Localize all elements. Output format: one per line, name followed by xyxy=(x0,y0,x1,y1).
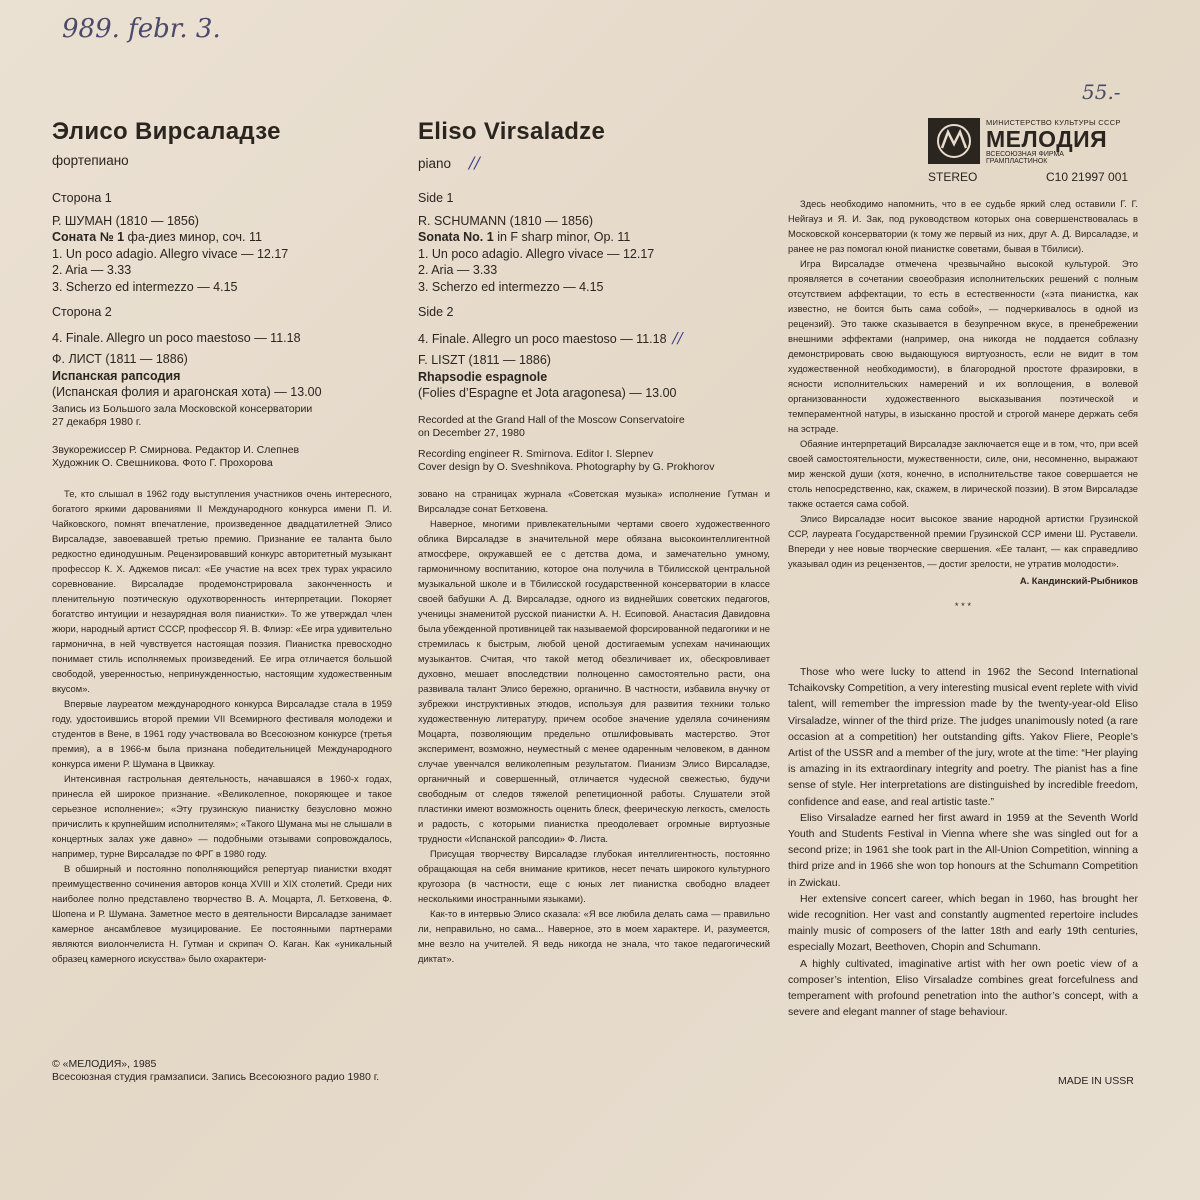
track-en-2: 2. Aria — 3.33 xyxy=(418,263,498,277)
essay-paragraph: Игра Вирсаладзе отмечена чрезвычайно высокой культурой. Это проявляется в сочетании своеобразия исполнительских решений с полным отсутствием аффектации, то есть в естественности («эта пианистка, как известно, не боится быть сама собой», — подчеркивалось в одной из рецензий). Это также сказывается в безупречном вкусе, в пренебрежении внешними эффектами (например, она никогда не поддается соблазну демонстрировать свою выдающуюся виртуозность, если не видит в том художественной необходимости), в благородной простоте фразировки, в ясности исполнительских намерений и их воплощения, в волевой организованности художественного высказывания поэтической и темпераментной натуры, в изысканно простой и строгой манере держать себя на эстраде. xyxy=(788,258,1138,434)
track-en-4-text: 4. Finale. Allegro un poco maestoso — 11.18 xyxy=(418,331,667,346)
work1-key-en: in F sharp minor, Op. 11 xyxy=(493,230,631,244)
side2-en: Side 2 xyxy=(418,305,454,319)
pen-mark: // xyxy=(469,153,480,172)
firm-text: ВСЕСОЮЗНАЯ ФИРМА ГРАМПЛАСТИНОК xyxy=(986,151,1064,165)
recording-info-en xyxy=(418,414,778,440)
essay-paragraph: Элисо Вирсаладзе носит высокое звание народной артистки Грузинской ССР, лауреата Государственной премии Грузинской ССР имени Ш. Руставели. Впереди у нее новые творческие свершения. «Ее талант, — как справедливо указывал один из рецензентов, — достиг зрелости, не утратив молодости». xyxy=(788,513,1138,569)
russian-header xyxy=(52,118,392,168)
essay-paragraph: Здесь необходимо напомнить, что в ее судьбе яркий след оставили Г. Г. Нейгауз и Я. И. Зак, под руководством которых она совершенствовалась в Московской консерватории (к тому же первый из них, друг А. Д. Вирсаладзе, и ранее не раз помогал юной пианистке советами, бывая в Тбилиси). xyxy=(788,198,1138,254)
essay-paragraph: Обаяние интерпретаций Вирсаладзе заключается еще и в том, что, при всей своей самостоятельности, мужественности, силе, они, несомненно, выражают мир женской души (хотя, конечно, в исполнительстве такое совершается не столь непосредственно, как, скажем, в лирической поэзии). В этом Вирсаладзе также остается сама собой. xyxy=(788,438,1138,509)
footer-left xyxy=(52,1058,652,1084)
essay-column-1 xyxy=(52,486,392,966)
handwritten-price: 55.- xyxy=(1082,80,1121,104)
work2-title-en: Rhapsodie espagnole xyxy=(418,369,548,384)
melodiya-emblem-icon xyxy=(928,118,980,164)
work1-key-ru: фа-диез минор, соч. 11 xyxy=(124,230,262,244)
essay-paragraph: В обширный и постоянно пополняющийся репертуар пианистки входят преимущественно сочинения авторов конца XVIII и XIX столетий. Среди них наиболее полно представлено творчество В. А. Моцарта, Л. Бетховена, Ф. Шопена и Р. Шумана. Заметное место в деятельности Вирсаладзе занимает камерное ансамблевое музицирование. Ее постоянными партнерами являются виолончелиста Н. Гутман и скрипач О. Каган. Как «уникальный образец камерного искусства» было охарактери- xyxy=(52,863,392,964)
work1-title-ru: Соната № 1 xyxy=(52,230,125,244)
handwritten-note: 989. febr. 3. xyxy=(62,14,221,44)
credits-en xyxy=(418,448,778,474)
copyright: © «МЕЛОДИЯ», 1985 xyxy=(52,1058,157,1070)
studio-info: Всесоюзная студия грамзаписи. Запись Всесоюзного радио 1980 г. xyxy=(52,1071,380,1083)
brand-text: МЕЛОДИЯ xyxy=(986,126,1108,152)
section-divider: * * * xyxy=(954,600,972,611)
catalog-number: С10 21997 001 xyxy=(1046,170,1129,184)
track-en-1: 1. Un poco adagio. Allegro vivace — 12.17 xyxy=(418,246,655,261)
credits-en-line1: Recording engineer R. Smirnova. Editor I. Slepnev xyxy=(418,448,654,460)
credits-ru xyxy=(52,444,392,470)
recording-place-ru: Запись из Большого зала Московской консерватории xyxy=(52,403,313,415)
essay-column-3 xyxy=(788,196,1138,619)
english-paragraph: Her extensive concert career, which began in 1960, has brought her wide recognition. Her vast and constantly augmented repertoire includes mainly music of composers of the latter 18th and early 19th centuries, especially Mozart, Beethoven, Chopin and Schumann. xyxy=(788,892,1138,954)
credits-ru-line1: Звукорежиссер Р. Смирнова. Редактор И. Слепнев xyxy=(52,444,300,456)
essay-paragraph: Наверное, многими привлекательными чертами своего художественного облика Вирсаладзе в значительной мере обязана высокоинтеллигентной атмосфере, окружавшей ее с детства дома, и замечательно умному, гармоничному воспитанию, которое она получила в Тбилисской центральной музыкальной школе и в Тбилисской государственной консерватории в классе своей бабушки А. Д. Вирсаладзе, одного из виднейших советских педагогов, ученицы знаменитой русской пианистки А. Н. Есиповой. Анастасия Давидовна была убежденной противницей так называемой форсированной педагогики и не стремилась к быстрым, любой ценой достигаемым успехам начинающих музыкантов. Считая, что такой метод обезличивает их, обескровливает духовно, мешает впоследствии полноценно самостоятельно расти, она развивала талант Элисо бережно, органично. В частности, избавила внучку от зубрежки инструктивных этюдов, используя для развития техники только художественную литературу, причем особое значение уделяла сочинениям Моцарта, позволяющим предельно отшлифовывать мастерство. Этот эксперимент, возможно, неуместный с менее одаренным человеком, в данном случае увенчался великолепным результатом. Пианизм Элисо Вирсаладзе, органичный и совершенный, отличается чудесной свежестью, будучи свободным от следов тяжелой репетиционной работы. Слушатели этой пластинки имеют возможность оценить блеск, феерическую легкость, смелость и радость, с которыми пианистка преодолевает огромные виртуозные трудности «Испанской рапсодии» Ф. Листа. xyxy=(418,518,770,844)
essay-paragraph: зовано на страницах журнала «Советская музыка» исполнение Гутман и Вирсаладзе сонат Бетховена. xyxy=(418,488,770,514)
recording-date-en: on December 27, 1980 xyxy=(418,427,525,439)
composer1-ru: Р. ШУМАН (1810 — 1856) xyxy=(52,213,199,228)
essay-column-2 xyxy=(418,486,770,966)
work2-sub-en: (Folies d’Espagne et Jota aragonesa) — 13.00 xyxy=(418,386,677,400)
english-paragraph: Eliso Virsaladze earned her first award in 1959 at the Seventh World Youth and Students Festival in Vienna where she was singled out for a second prize; in 1961 she took part in the All-Union Competition, winning a third prize and in 1966 she won top honours at the Schumann Competition in Zwickau. xyxy=(788,811,1138,889)
ministry-text: МИНИСТЕРСТВО КУЛЬТУРЫ СССР xyxy=(986,118,1121,127)
essay-paragraph: Впервые лауреатом международного конкурса Вирсаладзе стала в 1959 году, удостоившись второй премии VII Всемирного фестиваля молодежи и студентов в Вене, в 1961 году участвовала во Всесоюзном конкурсе (третья премия), а в 1966-м была признана победительницей Международного конкурса имени Р. Шумана в Цвиккау. xyxy=(52,698,392,769)
english-essay xyxy=(788,664,1138,1020)
work2-title-ru: Испанская рапсодия xyxy=(52,368,181,383)
melodiya-wordmark xyxy=(986,118,1124,165)
track-ru-4: 4. Finale. Allegro un poco maestoso — 11.18 xyxy=(52,330,301,345)
side1-ru: Сторона 1 xyxy=(52,191,112,205)
melodiya-logo xyxy=(928,118,1124,164)
track-en-4 xyxy=(418,330,778,348)
tracklist-ru xyxy=(52,190,402,401)
stereo-label: STEREO xyxy=(928,170,978,184)
made-in-label: MADE IN USSR xyxy=(1058,1075,1134,1087)
side2-ru: Сторона 2 xyxy=(52,305,112,319)
track-ru-1: 1. Un poco adagio. Allegro vivace — 12.17 xyxy=(52,246,289,261)
credits-en-line2: Cover design by O. Sveshnikova. Photography by G. Prokhorov xyxy=(418,461,715,473)
composer2-en: F. LISZT (1811 — 1886) xyxy=(418,353,551,367)
essay-author: А. Кандинский-Рыбников xyxy=(1019,575,1138,586)
pen-mark: // xyxy=(672,328,683,347)
essay-paragraph: Те, кто слышал в 1962 году выступления участников очень интересного, богатого яркими дарованиями II Международного конкурса имени П. И. Чайковского, помнят впечатление, произведенное двадцатилетней Элисо Вирсаладзе, завоевавшей третью премию. Признание ее таланта было редкостно единодушным. Рецензировавший конкурс авторитетный музыкант профессор К. Х. Аджемов писал: «Ее участие на всех трех турах украсило соревнование. Вирсаладзе продемонстрировала законченность и пленительную поэтическую одухотворенность интерпретации. Покоряет богатство интуиции и незаурядная воля пианистки». То же утверждал член жюри, народный артист СССР, профессор Я. В. Флиэр: «Ее игра удивительно гармонична, в ней чувствуется настоящая поэзия. Пианистка превосходно понимает стиль исполняемых произведений. Ее игра отличается большой свободой, уверенностью, непринужденностью, настоящим художественным вкусом». xyxy=(52,488,392,694)
instrument-en-text: piano xyxy=(418,156,452,171)
credits-ru-line2: Художник О. Свешникова. Фото Г. Прохорова xyxy=(52,457,273,469)
essay-paragraph: Как-то в интервью Элисо сказала: «Я все любила делать сама — правильно ли, неправильно, но сама... Наверное, это в моем характере. И, разумеется, мне везло на учителей. Я ведь никогда не знала, что такое педагогический диктат». xyxy=(418,908,770,964)
work1-ru xyxy=(52,229,402,246)
english-paragraph: Those who were lucky to attend in 1962 the Second International Tchaikovsky Competition, a very interesting musical event replete with vivid talent, will remember the impression made by the twenty-year-old Eliso Virsaladze, winner of the third prize. The judges unanimously noted (a rare occasion at a competition) her outstanding gifts. Yakov Fliere, People’s Artist of the USSR and a member of the jury, wrote at the time: “Her playing is amazing in its extraordinary integrity and poetry. The pianist has a fine sense of style. Her interpretations are distinguished by incredible freedom, confidence and ease, and real artistic taste.” xyxy=(788,666,1138,808)
instrument-en xyxy=(418,153,778,172)
recording-place-en: Recorded at the Grand Hall of the Moscow Conservatoire xyxy=(418,414,685,426)
side1-en: Side 1 xyxy=(418,191,454,205)
english-header xyxy=(418,118,778,172)
english-paragraph: A highly cultivated, imaginative artist with her own poetic view of a composer’s intention, Eliso Virsaladze combines great forcefulness and temperament with profound penetration into the author’s concept, with a severe and elegant manner of stage behaviour. xyxy=(788,957,1138,1019)
track-en-3: 3. Scherzo ed intermezzo — 4.15 xyxy=(418,279,604,294)
artist-name-ru: Элисо Вирсаладзе xyxy=(52,118,281,145)
work1-title-en: Sonata No. 1 xyxy=(418,230,494,244)
recording-info-ru xyxy=(52,403,392,429)
essay-paragraph: Присущая творчеству Вирсаладзе глубокая интеллигентность, постоянно обращающая на себя внимание критиков, несет печать широкого культурного кругозора (в частности, еще с юных лет пианистка свободно владеет несколькими иностранными языками). xyxy=(418,848,770,904)
essay-paragraph: Интенсивная гастрольная деятельность, начавшаяся в 1960-х годах, принесла ей широкое признание. «Великолепное, покоряющее и такое серьезное исполнение»; «Эту грузинскую пианистку безусловно можно причислить к крупнейшим исполнителям»; «Такого Шумана мы не слышали в концертных залах уже давно» — подобными отзывами сопровождалось, например, турне Вирсаладзе по ФРГ в 1980 году. xyxy=(52,773,392,859)
composer2-ru: Ф. ЛИСТ (1811 — 1886) xyxy=(52,352,188,366)
work2-sub-ru: (Испанская фолия и арагонская хота) — 13.00 xyxy=(52,385,322,399)
composer1-en: R. SCHUMANN (1810 — 1856) xyxy=(418,213,594,228)
artist-name-en: Eliso Virsaladze xyxy=(418,118,606,145)
recording-date-ru: 27 декабря 1980 г. xyxy=(52,416,142,428)
tracklist-en xyxy=(418,190,778,402)
track-ru-3: 3. Scherzo ed intermezzo — 4.15 xyxy=(52,279,238,294)
instrument-ru: фортепиано xyxy=(52,153,129,168)
work1-en xyxy=(418,229,778,246)
track-ru-2: 2. Aria — 3.33 xyxy=(52,263,132,277)
